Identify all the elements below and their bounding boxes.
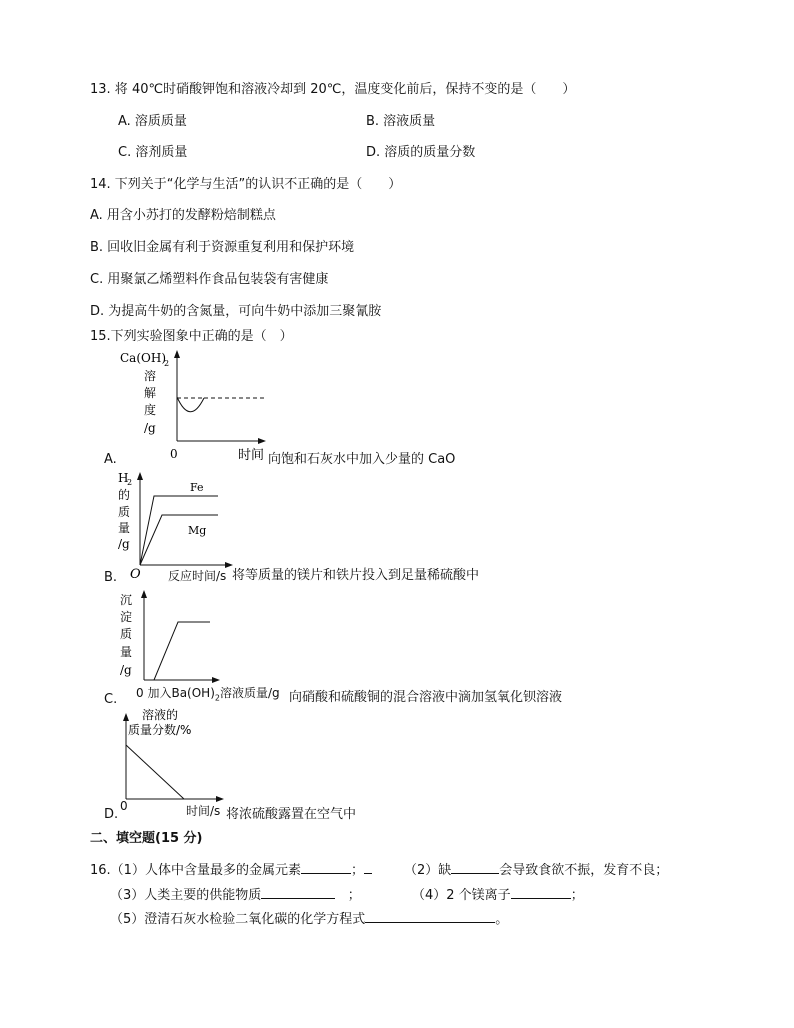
q16-part2-label: （2）缺 — [404, 863, 452, 878]
q15-option-d-desc: 将浓硫酸露置在空气中 — [226, 807, 357, 822]
q16-part4-end: ； — [570, 888, 584, 903]
q16-line-1b — [404, 859, 668, 880]
graph-d-origin: 0 — [120, 799, 128, 813]
graph-a — [100, 346, 300, 468]
q16-blank-2[interactable] — [451, 859, 499, 874]
graph-c-ylabel-char-2: 淀 — [120, 610, 133, 624]
q15-option-a-desc: 向饱和石灰水中加入少量的 CaO — [268, 452, 456, 467]
q15-option-a-letter: A. — [104, 452, 117, 467]
graph-d-xlabel: 时间/s — [186, 804, 221, 818]
graph-b-xlabel: 反应时间/s — [168, 569, 227, 583]
graph-a-ylabel-char-2: 解 — [144, 386, 157, 400]
graph-c-xlabel-post: 溶液质量/g — [219, 686, 280, 700]
q13-option-d: D. 溶质的质量分数 — [366, 145, 476, 160]
q16-part3-end: ； — [347, 888, 361, 903]
q16-part4-label: （4）2 个镁离子 — [412, 888, 511, 903]
q16-line-3 — [110, 908, 508, 929]
graph-c — [112, 588, 222, 684]
graph-c-ylabel-char-4: 量 — [120, 645, 133, 659]
graph-b-ylabel-char-2: 质 — [118, 505, 131, 519]
graph-c-ylabel-char-3: 质 — [120, 627, 133, 641]
q16-blank-1[interactable] — [301, 859, 351, 874]
q15-option-b-letter: B. — [104, 570, 118, 585]
graph-a-ylabel-char-3: 度 — [144, 403, 157, 417]
q14-stem: 14. 下列关于“化学与生活”的认识不正确的是（ ） — [90, 177, 402, 192]
graph-a-curve — [177, 397, 204, 412]
graph-a-ylabel-char-4: /g — [144, 421, 156, 435]
graph-c-y-arrow — [141, 590, 147, 598]
graph-b-ylabel-top: H — [118, 471, 129, 485]
graph-c-xlabel-pre: 加入Ba(OH) — [147, 686, 215, 700]
q16-part1-label: 16.（1）人体中含量最多的金属元素 — [90, 863, 301, 878]
graph-c-xlabel — [136, 684, 280, 707]
q16-part5-label: （5）澄清石灰水检验二氧化碳的化学方程式 — [110, 912, 366, 927]
graph-c-origin: 0 — [136, 686, 144, 700]
q14-option-d: D. 为提高牛奶的含氮量，可向牛奶中添加三聚氰胺 — [90, 304, 382, 319]
q15-option-c-desc: 向硝酸和硫酸铜的混合溶液中滴加氢氧化钡溶液 — [289, 690, 563, 705]
graph-c-ylabel-char-1: 沉 — [120, 593, 133, 607]
q16-line-2b — [412, 884, 584, 905]
graph-c-xlabel-sub: 2 — [214, 693, 220, 703]
q15-option-d-letter: D. — [104, 807, 119, 822]
q13-option-a: A. 溶质质量 — [118, 114, 187, 129]
q16-blank-5[interactable] — [365, 908, 495, 923]
graph-a-x-arrow — [258, 438, 266, 444]
q13-option-b: B. 溶液质量 — [366, 114, 436, 129]
graph-d — [118, 705, 228, 815]
q16-blank-4[interactable] — [511, 884, 571, 899]
graph-b-y-arrow — [137, 472, 143, 480]
graph-a-origin: 0 — [170, 447, 178, 461]
graph-b-ylabel-char-3: 量 — [118, 521, 131, 535]
q16-part2-end: 会导致食欲不振，发育不良； — [499, 863, 669, 878]
graph-a-ylabel-top: Ca(OH) — [120, 351, 167, 365]
q16-part5-end: 。 — [495, 912, 509, 927]
graph-b-ylabel-char-4: /g — [118, 537, 130, 551]
graph-b-ylabel-char-1: 的 — [118, 488, 131, 502]
graph-a-xlabel: 时间 — [238, 448, 265, 463]
graph-d-curve — [126, 745, 184, 799]
q15-option-c-letter: C. — [104, 692, 118, 707]
q14-option-b: B. 回收旧金属有利于资源重复利用和保护环境 — [90, 240, 355, 255]
q14-option-a: A. 用含小苏打的发酵粉焙制糕点 — [90, 208, 276, 223]
q16-part3-label: （3）人类主要的供能物质 — [110, 888, 262, 903]
graph-c-x-arrow — [212, 677, 220, 683]
graph-b-label-mg: Mg — [188, 524, 207, 537]
graph-a-ylabel-char-1: 溶 — [144, 369, 157, 383]
section-title: 二、填空题(15 分) — [90, 831, 203, 846]
q16-part1-end: ； — [350, 863, 364, 878]
graph-a-y-arrow — [174, 350, 180, 358]
q16-blank-3[interactable] — [261, 884, 335, 899]
q13-stem: 13. 将 40℃时硝酸钾饱和溶液冷却到 20℃，温度变化前后，保持不变的是（ ） — [90, 82, 576, 97]
graph-b-ylabel-sub: 2 — [127, 478, 133, 487]
graph-c-ylabel-char-5: /g — [120, 663, 132, 677]
graph-b-origin: O — [130, 567, 141, 582]
graph-b-label-fe: Fe — [190, 481, 204, 494]
q16-blank-1-tail — [364, 859, 372, 874]
graph-d-ylabel-line1: 溶液的 — [142, 708, 179, 722]
graph-a-ylabel-sub: 2 — [164, 359, 170, 368]
q15-option-b-desc: 将等质量的镁片和铁片投入到足量稀硫酸中 — [232, 568, 480, 583]
graph-d-ylabel-line2: 质量分数/% — [128, 723, 192, 737]
graph-d-y-arrow — [123, 713, 129, 721]
graph-c-curve — [154, 622, 210, 680]
q13-option-c: C. 溶剂质量 — [118, 145, 188, 160]
q14-option-c: C. 用聚氯乙烯塑料作食品包装袋有害健康 — [90, 272, 329, 287]
q16-line-1 — [90, 859, 372, 880]
q16-line-2 — [110, 884, 361, 905]
q15-stem: 15.下列实验图象中正确的是（ ） — [90, 329, 293, 344]
graph-b-curve-mg — [140, 515, 218, 565]
